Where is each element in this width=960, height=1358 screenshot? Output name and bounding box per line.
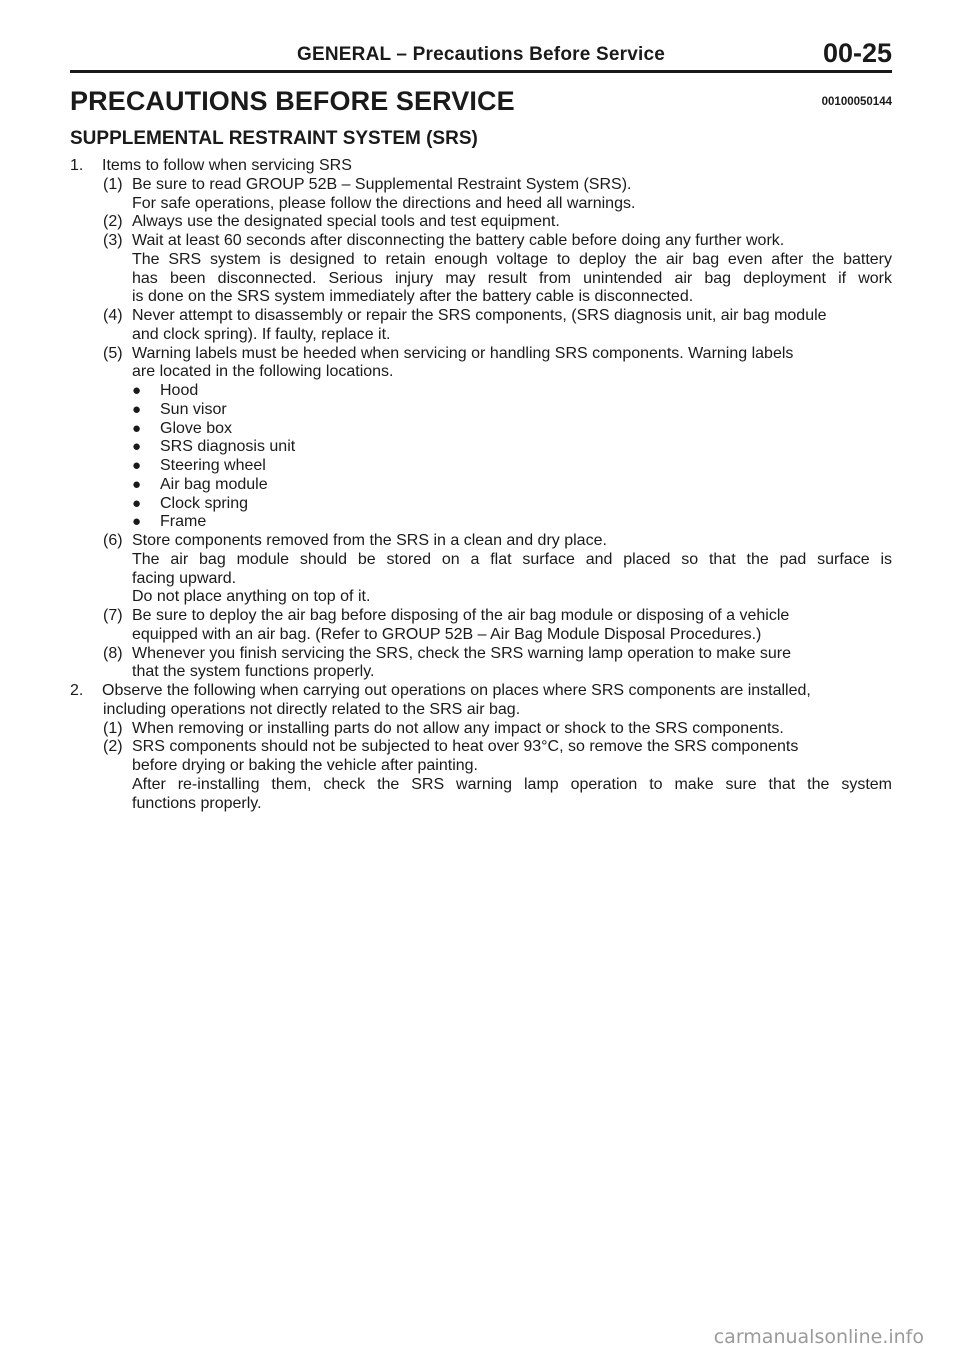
subitem-continuation: functions properly. [132, 794, 262, 812]
bullet-text: Clock spring [160, 494, 249, 512]
bullet-text: Sun visor [160, 400, 227, 418]
item-text: Be sure to deploy the air bag before disposing of the air bag module or disposing of a vehicle [132, 607, 790, 624]
subitem-continuation: has been disconnected. Serious injury may result from unintended air bag deployment if work [132, 269, 892, 287]
bullet-text: Frame [160, 513, 207, 531]
body-text [70, 157, 892, 813]
subitem-continuation: is done on the SRS system immediately after the battery cable is disconnected. [132, 288, 694, 306]
bullet-icon: ● [132, 438, 142, 456]
item-continuation: including operations not directly related to the SRS air bag. [103, 700, 521, 718]
item-text: Always use the designated special tools and test equipment. [132, 213, 560, 231]
bullet-icon: ● [132, 419, 142, 437]
bullet-icon: ● [132, 400, 142, 418]
item-text: Warning labels must be heeded when servicing or handling SRS components. Warning labels [132, 344, 794, 362]
subitem-continuation: After re-installing them, check the SRS warning lamp operation to make sure that the system [132, 775, 892, 793]
subitem-continuation: and clock spring). If faulty, replace it. [132, 325, 391, 343]
item-1 [70, 157, 892, 176]
subitem-continuation: The SRS system is designed to retain enough voltage to deploy the air bag even after the battery [132, 250, 892, 268]
bullet-text: Steering wheel [160, 457, 266, 474]
item-number: (4) [103, 307, 123, 324]
subitem-continuation: For safe operations, please follow the directions and heed all warnings. [132, 194, 636, 212]
subitem-1-8 [70, 645, 892, 664]
bullet-icon: ● [132, 382, 142, 399]
bullet-item [70, 495, 892, 514]
item-text: Never attempt to disassembly or repair the SRS components, (SRS diagnosis unit, air bag module [132, 307, 827, 324]
subitem-1-6 [70, 532, 892, 551]
bullet-icon: ● [132, 494, 142, 512]
subsection-title: SUPPLEMENTAL RESTRAINT SYSTEM (SRS) [70, 128, 478, 149]
bullet-icon: ● [132, 457, 142, 474]
bullet-text: Hood [160, 382, 199, 399]
item-text: Wait at least 60 seconds after disconnecting the battery cable before doing any further work. [132, 232, 785, 249]
bullet-item [70, 438, 892, 457]
subitem-1-2 [70, 213, 892, 232]
item-text: Store components removed from the SRS in a clean and dry place. [132, 532, 607, 549]
item-number: (7) [103, 607, 123, 624]
item-text: SRS components should not be subjected to heat over 93°C, so remove the SRS components [132, 738, 799, 756]
item-text: Whenever you finish servicing the SRS, check the SRS warning lamp operation to make sure [132, 644, 791, 662]
subitem-continuation: that the system functions properly. [132, 663, 375, 681]
watermark-text: carmanualsonline.info [713, 1326, 924, 1348]
item-number: (1) [103, 719, 123, 737]
subitem-continuation: Do not place anything on top of it. [132, 588, 371, 606]
item-text: Items to follow when servicing SRS [102, 157, 352, 174]
bullet-item [70, 420, 892, 439]
item-number: (1) [103, 175, 123, 193]
bullet-text: Glove box [160, 419, 233, 437]
bullet-text: SRS diagnosis unit [160, 438, 296, 456]
item-number: (3) [103, 232, 123, 249]
section-title: PRECAUTIONS BEFORE SERVICE [70, 86, 515, 116]
item-text: Observe the following when carrying out operations on places where SRS components are installed, [102, 682, 811, 699]
bullet-item [70, 457, 892, 476]
subitem-continuation: equipped with an air bag. (Refer to GROUP 52B – Air Bag Module Disposal Procedures.) [132, 625, 762, 643]
subitem-2-1 [70, 720, 892, 739]
item-number: (2) [103, 738, 123, 756]
bullet-icon: ● [132, 513, 142, 531]
subitem-1-3 [70, 232, 892, 251]
subitem-continuation: before drying or baking the vehicle after painting. [132, 757, 478, 774]
subitem-1-1 [70, 176, 892, 195]
bullet-icon: ● [132, 475, 142, 493]
subitem-2-2 [70, 738, 892, 757]
running-header [70, 40, 892, 73]
item-number: 2. [70, 682, 84, 699]
page-number: 00-25 [822, 38, 892, 68]
item-text: Be sure to read GROUP 52B – Supplemental Restraint System (SRS). [132, 175, 632, 193]
item-text: When removing or installing parts do not allow any impact or shock to the SRS components. [132, 719, 784, 737]
item-number: (2) [103, 213, 123, 231]
subitem-1-5 [70, 345, 892, 364]
item-2 [70, 682, 892, 701]
item-number: (6) [103, 532, 123, 549]
section-code: 00100050144 [821, 96, 892, 108]
item-number: 1. [70, 157, 84, 174]
subitem-continuation: facing upward. [132, 569, 237, 587]
subitem-1-4 [70, 307, 892, 326]
bullet-item [70, 401, 892, 420]
item-number: (8) [103, 644, 123, 662]
bullet-item [70, 476, 892, 495]
bullet-item [70, 382, 892, 401]
subitem-1-7 [70, 607, 892, 626]
header-title: GENERAL – Precautions Before Service [297, 44, 665, 65]
item-number: (5) [103, 344, 123, 362]
bullet-item [70, 513, 892, 532]
subitem-continuation: The air bag module should be stored on a flat surface and placed so that the pad surface is [132, 550, 892, 568]
subitem-continuation: are located in the following locations. [132, 363, 394, 381]
bullet-text: Air bag module [160, 475, 268, 493]
